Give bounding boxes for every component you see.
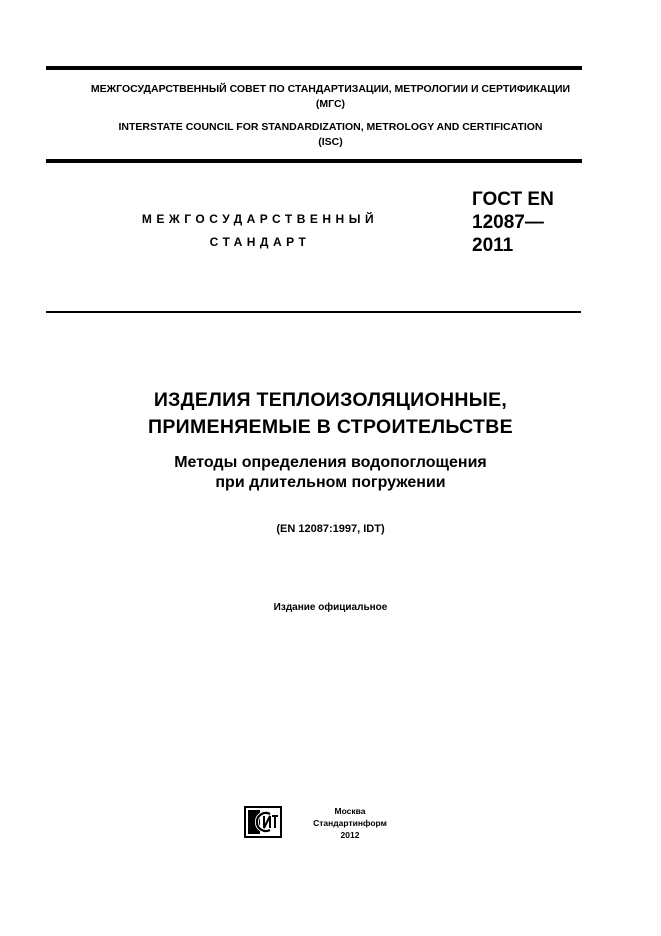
- publisher-year: 2012: [340, 830, 360, 840]
- document-subtitle: [0, 453, 661, 493]
- publisher-block: [310, 805, 390, 841]
- designation-line1: ГОСТ EN: [472, 189, 554, 210]
- council-abbr-ru: (МГС): [315, 98, 346, 110]
- council-name-en: INTERSTATE COUNCIL FOR STANDARDIZATION, METROLOGY AND CERTIFICATION: [118, 121, 543, 133]
- edition-label: Издание официальное: [273, 602, 388, 613]
- standard-type-line2: СТАНДАРТ: [209, 235, 311, 249]
- publisher-name: Стандартинформ: [313, 818, 387, 828]
- title-line1: ИЗДЕЛИЯ ТЕПЛОИЗОЛЯЦИОННЫЕ,: [153, 389, 508, 411]
- document-title: [0, 387, 661, 441]
- designation-bottom-rule: [46, 311, 581, 313]
- title-line2: ПРИМЕНЯЕМЫЕ В СТРОИТЕЛЬСТВЕ: [148, 416, 513, 438]
- council-abbr-en: (ISC): [318, 136, 343, 148]
- standard-type-line1: МЕЖГОСУДАРСТВЕННЫЙ: [141, 212, 379, 226]
- subtitle-line1: Методы определения водопоглощения: [174, 454, 487, 471]
- identity-note: (EN 12087:1997, IDT): [276, 523, 385, 535]
- standartinform-logo-icon: [244, 806, 282, 838]
- top-rule: [46, 66, 582, 70]
- publisher-city: Москва: [334, 806, 366, 816]
- designation-line2: 12087—: [472, 212, 544, 233]
- designation-line3: 2011: [472, 235, 514, 256]
- header-bottom-rule: [46, 159, 582, 163]
- council-name-ru: МЕЖГОСУДАРСТВЕННЫЙ СОВЕТ ПО СТАНДАРТИЗАЦИИ, МЕТРОЛОГИИ И СЕРТИФИКАЦИИ: [90, 83, 571, 95]
- council-header: [0, 82, 661, 150]
- standard-type: [120, 208, 400, 254]
- standard-designation: [472, 188, 554, 257]
- subtitle-line2: при длительном погружении: [215, 474, 446, 491]
